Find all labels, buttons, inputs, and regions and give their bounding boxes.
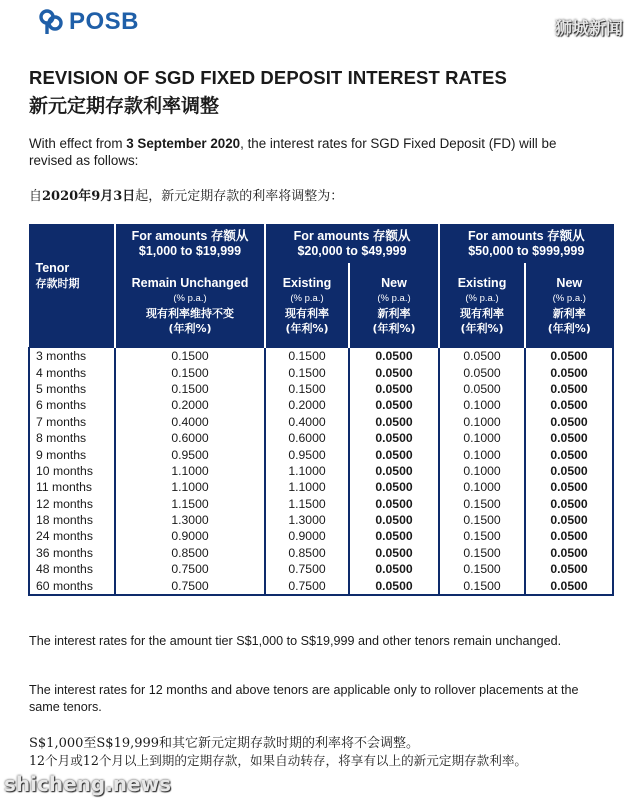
rate-cell: 0.0500	[349, 545, 439, 561]
rate-cell: 0.0500	[349, 528, 439, 544]
rate-cell: 0.0500	[525, 430, 613, 446]
rate-cell: 0.1000	[439, 414, 525, 430]
rate-cell: 0.0500	[525, 561, 613, 577]
note-rollover-zh: 12个月或12个月以上到期的定期存款，如果自动转存，将享有以上的新元定期存款利率。	[29, 753, 528, 768]
remain-unchanged-zh: 现有利率维持不变	[146, 306, 234, 320]
rate-cell: 0.1500	[265, 381, 349, 397]
note-unchanged: The interest rates for the amount tier S$1,000 to S$19,999 and other tenors remain unchanged.	[29, 634, 562, 648]
remain-unchanged-pa: (% p.a.)	[173, 292, 207, 304]
tier-2-new-en: New	[381, 275, 407, 290]
posb-key-icon	[38, 9, 64, 35]
brand-name: POSB	[69, 8, 140, 35]
tier-3-existing-pa: (% p.a.)	[465, 292, 499, 304]
rate-cell: 0.0500	[525, 414, 613, 430]
tenor-cell: 60 months	[29, 577, 115, 594]
intro-paragraph	[29, 135, 589, 169]
rate-cell: 0.1500	[115, 364, 265, 380]
rate-cell: 0.0500	[439, 364, 525, 380]
tier-3-new-header	[525, 264, 613, 348]
tier-2-existing-zh2: (年利%)	[285, 321, 329, 335]
tenor-cell: 10 months	[29, 463, 115, 479]
tenor-cell: 9 months	[29, 446, 115, 462]
tenor-cell: 6 months	[29, 397, 115, 413]
rates-table-body	[29, 348, 613, 595]
tier-3-new-zh2: (年利%)	[547, 321, 591, 335]
tenor-cell: 8 months	[29, 430, 115, 446]
remain-unchanged-header	[115, 264, 265, 348]
table-row	[29, 348, 613, 365]
rate-cell: 0.0500	[525, 397, 613, 413]
rate-cell: 0.1500	[439, 528, 525, 544]
rate-cell: 0.2000	[115, 397, 265, 413]
rate-cell: 0.6000	[115, 430, 265, 446]
rate-cell: 0.0500	[525, 528, 613, 544]
note-unchanged-zh: S$1,000至S$19,999和其它新元定期存款时期的利率将不会调整。	[29, 736, 420, 751]
rate-cell: 0.1000	[439, 479, 525, 495]
rate-cell: 0.0500	[349, 446, 439, 462]
rate-cell: 0.1500	[115, 381, 265, 397]
rate-cell: 1.1500	[115, 496, 265, 512]
table-row	[29, 463, 613, 479]
rate-cell: 0.1500	[439, 561, 525, 577]
rate-cell: 0.1500	[265, 364, 349, 380]
tenor-header	[29, 225, 115, 348]
rate-cell: 0.0500	[525, 381, 613, 397]
rate-cell: 0.9000	[115, 528, 265, 544]
rate-cell: 0.0500	[525, 364, 613, 380]
tenor-cell: 18 months	[29, 512, 115, 528]
rate-cell: 0.0500	[349, 381, 439, 397]
interest-rates-table	[28, 224, 614, 596]
tier-2-new-pa: (% p.a.)	[377, 292, 411, 304]
rate-cell: 0.0500	[349, 463, 439, 479]
tenor-cell: 7 months	[29, 414, 115, 430]
rate-cell: 0.0500	[439, 348, 525, 365]
watermark-top: 狮城新闻	[555, 19, 623, 39]
rate-cell: 0.9000	[265, 528, 349, 544]
intro-post: , the interest rates for SGD Fixed Deposit (FD) will be revised as follows:	[29, 136, 557, 168]
tier-2-new-zh2: (年利%)	[372, 321, 416, 335]
rate-cell: 0.1500	[439, 496, 525, 512]
rate-cell: 0.2000	[265, 397, 349, 413]
rate-cell: 0.0500	[525, 479, 613, 495]
intro-date: 3 September 2020	[126, 136, 241, 151]
rate-cell: 0.0500	[525, 512, 613, 528]
rate-cell: 0.7500	[265, 577, 349, 594]
rate-cell: 0.7500	[265, 561, 349, 577]
rate-cell: 1.1000	[115, 463, 265, 479]
tenor-cell: 48 months	[29, 561, 115, 577]
tenor-cell: 4 months	[29, 364, 115, 380]
rate-cell: 0.7500	[115, 577, 265, 594]
rate-cell: 0.9500	[115, 446, 265, 462]
intro-pre: With effect from	[29, 136, 127, 151]
remain-unchanged-en: Remain Unchanged	[131, 275, 249, 290]
tier-3-line2: $50,000 to $999,999	[468, 244, 585, 258]
tier-2-existing-pa: (% p.a.)	[290, 292, 324, 304]
table-row	[29, 381, 613, 397]
tenor-cell: 36 months	[29, 545, 115, 561]
rate-cell: 0.0500	[349, 364, 439, 380]
rate-cell: 0.0500	[525, 496, 613, 512]
rate-cell: 1.1000	[265, 463, 349, 479]
tier-3-header	[439, 225, 613, 264]
table-row	[29, 577, 613, 594]
table-row	[29, 512, 613, 528]
tenor-header-zh: 存款时期	[35, 277, 80, 290]
tier-3-line1: For amounts 存额从	[467, 229, 585, 243]
rate-cell: 0.7500	[115, 561, 265, 577]
rate-cell: 1.3000	[265, 512, 349, 528]
watermark-bottom: shicheng.news	[4, 772, 171, 796]
table-row	[29, 364, 613, 380]
rate-cell: 0.0500	[525, 545, 613, 561]
rate-cell: 0.1000	[439, 397, 525, 413]
intro-zh-date: 2020年9月3日	[42, 189, 136, 204]
tier-2-line2: $20,000 to $49,999	[297, 244, 407, 258]
rate-cell: 1.1500	[265, 496, 349, 512]
rate-cell: 0.1500	[115, 348, 265, 365]
tier-2-existing-en: Existing	[282, 275, 332, 290]
tier-3-existing-en: Existing	[457, 275, 507, 290]
page-title: REVISION OF SGD FIXED DEPOSIT INTEREST RATES	[29, 67, 507, 88]
remain-unchanged-zh2: (年利%)	[168, 321, 212, 335]
tenor-cell: 11 months	[29, 479, 115, 495]
rate-cell: 0.0500	[525, 463, 613, 479]
rate-cell: 0.8500	[265, 545, 349, 561]
tier-2-header	[265, 225, 439, 264]
rate-cell: 0.0500	[349, 512, 439, 528]
rate-cell: 0.4000	[265, 414, 349, 430]
tier-2-existing-header	[265, 264, 349, 348]
rate-cell: 0.0500	[349, 397, 439, 413]
rate-cell: 0.1000	[439, 446, 525, 462]
rate-cell: 0.0500	[349, 479, 439, 495]
rate-cell: 0.0500	[349, 496, 439, 512]
rate-cell: 0.0500	[349, 348, 439, 365]
tier-3-new-zh: 新利率	[552, 306, 586, 320]
rate-cell: 1.1000	[115, 479, 265, 495]
rate-cell: 0.4000	[115, 414, 265, 430]
rate-cell: 0.0500	[349, 414, 439, 430]
rate-cell: 1.3000	[115, 512, 265, 528]
tier-2-new-header	[349, 264, 439, 348]
table-row	[29, 397, 613, 413]
table-row	[29, 545, 613, 561]
tier-3-existing-header	[439, 264, 525, 348]
rate-cell: 0.0500	[525, 446, 613, 462]
tier-1-line2: $1,000 to $19,999	[138, 244, 242, 258]
tier-2-line1: For amounts 存额从	[293, 229, 411, 243]
rate-cell: 0.9500	[265, 446, 349, 462]
tier-3-existing-zh: 现有利率	[460, 306, 505, 320]
rate-cell: 0.1000	[439, 430, 525, 446]
posb-logo	[38, 8, 139, 36]
rate-cell: 0.1500	[265, 348, 349, 365]
rate-cell: 0.8500	[115, 545, 265, 561]
intro-zh-post: 起，新元定期存款的利率将调整为：	[135, 189, 344, 204]
rate-cell: 0.1500	[439, 512, 525, 528]
rate-cell: 0.1000	[439, 463, 525, 479]
rate-cell: 1.1000	[265, 479, 349, 495]
rate-cell: 0.0500	[439, 381, 525, 397]
tier-1-line1: For amounts 存额从	[131, 229, 249, 243]
tier-3-existing-zh2: (年利%)	[460, 321, 504, 335]
rate-cell: 0.6000	[265, 430, 349, 446]
tier-2-new-zh: 新利率	[377, 306, 411, 320]
rate-cell: 0.0500	[349, 577, 439, 594]
tier-3-new-pa: (% p.a.)	[552, 292, 586, 304]
table-row	[29, 446, 613, 462]
rate-cell: 0.0500	[349, 430, 439, 446]
rate-cell: 0.1500	[439, 545, 525, 561]
rate-cell: 0.0500	[525, 348, 613, 365]
rate-cell: 0.0500	[349, 561, 439, 577]
note-rollover: The interest rates for 12 months and above tenors are applicable only to rollover placements at the same tenors.	[29, 683, 579, 714]
table-row	[29, 528, 613, 544]
table-row	[29, 561, 613, 577]
table-row	[29, 430, 613, 446]
rate-cell: 0.0500	[525, 577, 613, 594]
tenor-cell: 3 months	[29, 348, 115, 365]
tier-2-existing-zh: 现有利率	[285, 306, 329, 320]
table-row	[29, 496, 613, 512]
tenor-cell: 12 months	[29, 496, 115, 512]
tenor-header-en: Tenor	[35, 261, 70, 275]
page-title-zh: 新元定期存款利率调整	[29, 95, 220, 117]
tenor-cell: 5 months	[29, 381, 115, 397]
tier-1-header	[115, 225, 265, 264]
rate-cell: 0.1500	[439, 577, 525, 594]
tier-3-new-en: New	[556, 275, 583, 290]
tenor-cell: 24 months	[29, 528, 115, 544]
table-row	[29, 479, 613, 495]
intro-zh-pre: 自	[29, 189, 43, 204]
table-row	[29, 414, 613, 430]
intro-paragraph-zh	[29, 185, 343, 204]
